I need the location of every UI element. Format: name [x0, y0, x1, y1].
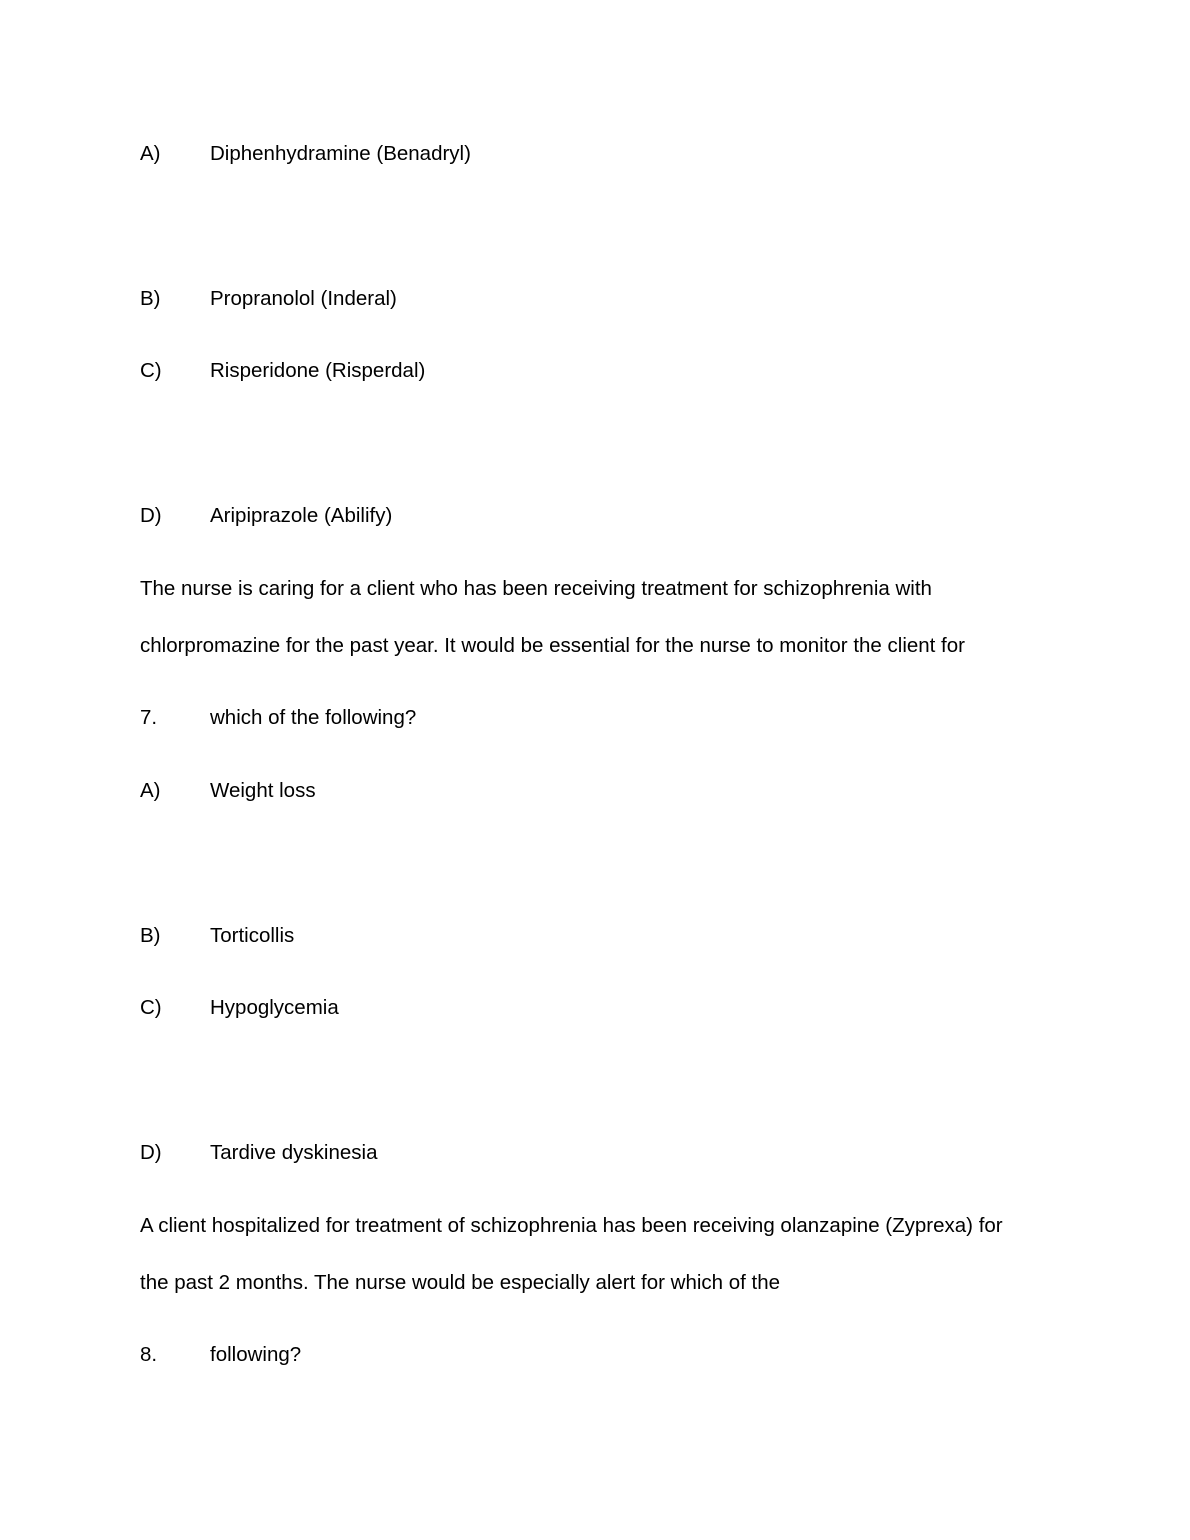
option-label: A) — [140, 142, 161, 165]
question7-option-b — [140, 924, 294, 948]
question-number: 7. — [140, 706, 158, 729]
question7-option-a — [140, 779, 316, 803]
option-text: Diphenhydramine (Benadryl) — [210, 142, 471, 165]
option-b-prev — [140, 287, 397, 311]
option-text: Risperidone (Risperdal) — [210, 359, 426, 382]
option-label: D) — [140, 1141, 162, 1164]
option-label: D) — [140, 504, 162, 527]
question-stem-end: which of the following? — [210, 706, 417, 729]
option-text: Torticollis — [210, 924, 295, 947]
question-stem-end: following? — [210, 1343, 302, 1366]
option-text: Hypoglycemia — [210, 996, 339, 1019]
question7-option-d — [140, 1141, 378, 1165]
option-d-prev — [140, 504, 392, 528]
option-label: B) — [140, 287, 161, 310]
question-number: 8. — [140, 1343, 158, 1366]
question8-stem-line2: the past 2 months. The nurse would be especially alert for which of the — [140, 1271, 781, 1294]
option-label: C) — [140, 996, 162, 1019]
question8-stem-line1: A client hospitalized for treatment of schizophrenia has been receiving olanzapine (Zyprexa) for — [140, 1214, 1003, 1237]
option-a-prev — [140, 142, 471, 166]
option-text: Propranolol (Inderal) — [210, 287, 397, 310]
question8-number-line — [140, 1343, 301, 1367]
option-text: Aripiprazole (Abilify) — [210, 504, 393, 527]
option-c-prev — [140, 359, 425, 383]
question7-option-c — [140, 996, 339, 1020]
question7-stem-line1: The nurse is caring for a client who has been receiving treatment for schizophrenia with — [140, 577, 932, 600]
question7-stem-line2: chlorpromazine for the past year. It would be essential for the nurse to monitor the client for — [140, 634, 965, 657]
option-label: C) — [140, 359, 162, 382]
option-label: B) — [140, 924, 161, 947]
option-text: Tardive dyskinesia — [210, 1141, 378, 1164]
option-text: Weight loss — [210, 779, 316, 802]
option-label: A) — [140, 779, 161, 802]
question7-number-line — [140, 706, 416, 730]
